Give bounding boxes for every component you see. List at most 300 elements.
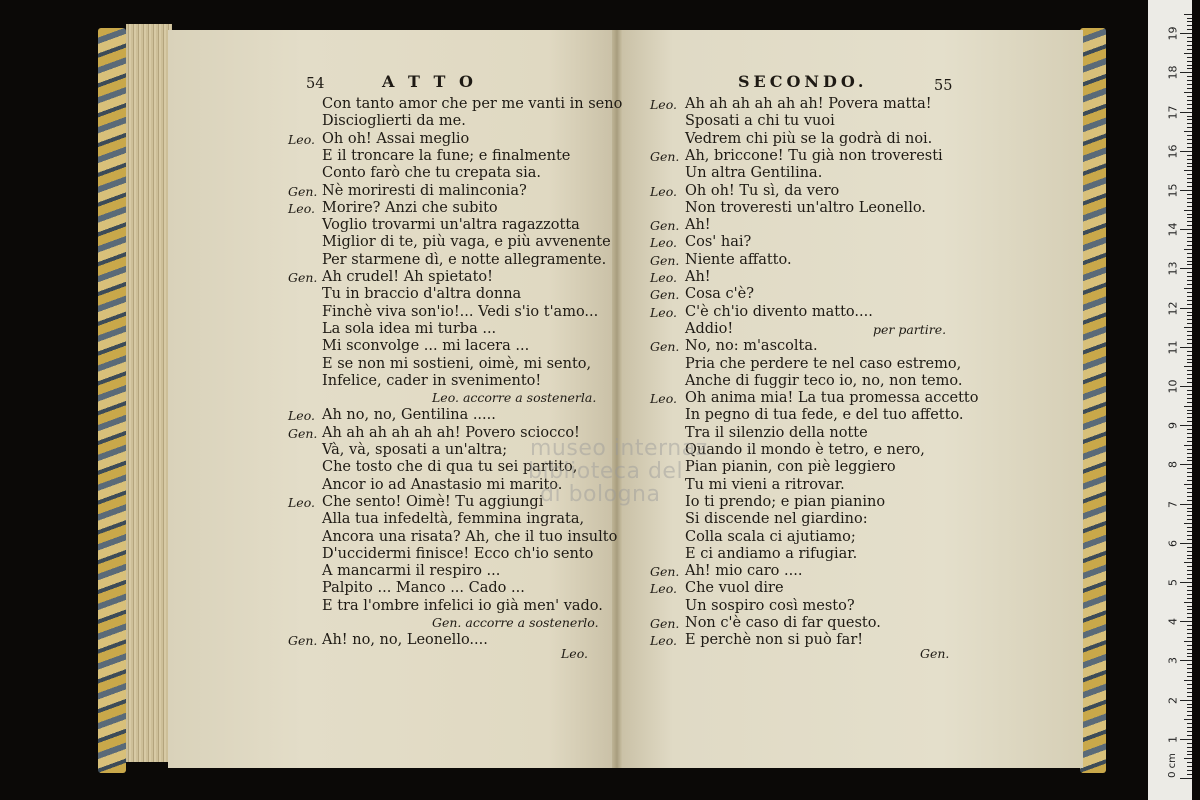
speaker-label: Leo. [650, 183, 677, 199]
ruler-tick [1187, 531, 1192, 532]
ruler-tick [1187, 80, 1192, 81]
ruler-tick [1187, 707, 1192, 708]
ruler-tick [1187, 217, 1192, 218]
verse-line: Un sospiro così mesto? [685, 597, 855, 614]
verse-line: Pria che perdere te nel caso estremo, [685, 355, 962, 372]
ruler-tick [1187, 539, 1192, 540]
ruler-tick [1187, 264, 1192, 265]
ruler-tick [1187, 359, 1192, 360]
verse-line: Con tanto amor che per me vanti in seno [322, 96, 623, 112]
verse-line: In pegno di tua fede, e del tuo affetto. [685, 407, 964, 424]
ruler-tick [1187, 284, 1192, 285]
verse-line: Oh oh! Assai meglio [322, 130, 470, 147]
ruler-tick [1187, 104, 1192, 105]
verse-line: Ah! [685, 269, 711, 285]
ruler-tick [1187, 394, 1192, 395]
ruler-tick [1184, 92, 1192, 93]
ruler-tick [1187, 492, 1192, 493]
verse-line: Ancora una risata? Ah, che il tuo insulto [322, 528, 618, 545]
ruler-tick [1187, 410, 1192, 411]
ruler-tick [1187, 76, 1192, 77]
verse-line: Si discende nel giardino: [685, 511, 868, 528]
ruler-tick [1187, 41, 1192, 42]
ruler-tick [1180, 700, 1192, 701]
ruler-tick [1187, 566, 1192, 567]
ruler-tick [1187, 578, 1192, 579]
ruler-tick [1180, 621, 1192, 622]
ruler-tick [1184, 406, 1192, 407]
verse-line: Ah no, no, Gentilina ..... [322, 407, 496, 424]
verse-line: Ah crudel! Ah spietato! [322, 269, 493, 285]
ruler-number: 4 [1166, 618, 1180, 626]
ruler-number: 12 [1166, 301, 1180, 316]
ruler-tick [1187, 108, 1192, 109]
ruler-tick [1187, 664, 1192, 665]
ruler-tick [1184, 131, 1192, 132]
ruler-tick [1180, 504, 1192, 505]
verse-line: Ah ah ah ah ah ah! Povero sciocco! [322, 424, 580, 441]
verse-line: E il troncare la fune; e finalmente [322, 147, 571, 164]
ruler-tick [1187, 37, 1192, 38]
verse-line: Pian pianin, con piè leggiero [685, 459, 896, 476]
verse-line: Cosa c'è? [685, 286, 754, 303]
ruler-tick [1187, 84, 1192, 85]
ruler-tick [1187, 762, 1192, 763]
ruler-tick [1180, 33, 1192, 34]
ruler-tick [1187, 292, 1192, 293]
ruler-tick [1187, 723, 1192, 724]
ruler-tick [1180, 72, 1192, 73]
ruler-tick [1187, 331, 1192, 332]
ruler-tick [1187, 319, 1192, 320]
verse-line: La sola idea mi turba ... [322, 320, 497, 337]
ruler-tick [1184, 484, 1192, 485]
ruler-tick [1187, 374, 1192, 375]
ruler-tick [1187, 766, 1192, 767]
verse-line: Ah! no, no, Leonello.... [322, 632, 488, 649]
ruler-tick [1187, 692, 1192, 693]
ruler-tick [1180, 660, 1192, 661]
verse-line: Conto farò che tu crepata sia. [322, 165, 542, 182]
ruler-tick [1180, 739, 1192, 740]
book-cover-right [1080, 28, 1106, 773]
ruler-tick [1187, 174, 1192, 175]
ruler-tick [1187, 747, 1192, 748]
ruler-tick [1187, 500, 1192, 501]
ruler-tick [1187, 511, 1192, 512]
ruler-tick [1187, 519, 1192, 520]
verse-line: Tu in braccio d'altra donna [322, 286, 522, 303]
ruler-tick [1180, 582, 1192, 583]
ruler-number: 16 [1166, 144, 1180, 159]
ruler-tick [1187, 688, 1192, 689]
ruler-tick [1180, 347, 1192, 348]
ruler-number: 17 [1166, 105, 1180, 120]
ruler-tick [1187, 25, 1192, 26]
ruler-number: 10 [1166, 379, 1180, 394]
ruler-unit-label: 0 cm [1166, 753, 1178, 778]
ruler-tick [1187, 476, 1192, 477]
ruler-tick [1187, 198, 1192, 199]
ruler-tick [1187, 715, 1192, 716]
ruler-tick [1187, 96, 1192, 97]
ruler-tick [1187, 323, 1192, 324]
ruler-tick [1187, 123, 1192, 124]
verse-line: Ah ah ah ah ah ah! Povera matta! [685, 96, 932, 112]
speaker-label: Gen. [288, 425, 318, 441]
verse-line: Niente affatto. [685, 251, 792, 268]
ruler-tick [1187, 676, 1192, 677]
ruler-tick [1187, 727, 1192, 728]
ruler-tick [1187, 598, 1192, 599]
ruler-tick [1187, 398, 1192, 399]
ruler-tick [1187, 155, 1192, 156]
watermark-line-1: museo internaz [530, 436, 708, 461]
ruler-tick [1187, 143, 1192, 144]
ruler-number: 6 [1166, 539, 1180, 547]
speaker-label: Gen. [650, 218, 680, 234]
ruler-tick [1187, 413, 1192, 414]
ruler-tick [1184, 170, 1192, 171]
ruler-tick [1187, 754, 1192, 755]
ruler-tick [1187, 343, 1192, 344]
ruler-tick [1187, 186, 1192, 187]
speaker-label: Leo. [288, 494, 315, 510]
ruler-tick [1187, 57, 1192, 58]
ruler-tick [1184, 445, 1192, 446]
ruler-tick [1187, 441, 1192, 442]
book-cover-left [98, 28, 126, 773]
ruler-tick [1187, 221, 1192, 222]
verse-line: Ah! [685, 217, 711, 234]
ruler-tick [1180, 386, 1192, 387]
verse-line: Che vuol dire [685, 580, 784, 597]
ruler-tick [1180, 425, 1192, 426]
ruler-tick [1187, 370, 1192, 371]
book-gutter [612, 30, 622, 768]
ruler-tick [1187, 449, 1192, 450]
ruler-tick [1187, 49, 1192, 50]
ruler-tick [1187, 355, 1192, 356]
speaker-label: Leo. [288, 131, 315, 147]
ruler-tick [1187, 656, 1192, 657]
ruler-tick [1184, 680, 1192, 681]
ruler-number: 18 [1166, 65, 1180, 80]
ruler-tick [1187, 18, 1192, 19]
ruler-tick [1187, 312, 1192, 313]
verse-line: Miglior di te, più vaga, e più avvenente [322, 234, 611, 251]
speaker-label: Leo. [650, 304, 677, 320]
ruler-tick [1184, 327, 1192, 328]
ruler-tick [1187, 351, 1192, 352]
ruler-number: 14 [1166, 222, 1180, 237]
ruler-tick [1187, 594, 1192, 595]
ruler-tick [1184, 641, 1192, 642]
watermark-line-2: biblioteca del [528, 459, 684, 484]
verse-line: Che sento! Oimè! Tu aggiungi [322, 493, 544, 510]
ruler-tick [1187, 225, 1192, 226]
speaker-label: Leo. [650, 581, 677, 597]
ruler-tick [1187, 421, 1192, 422]
speaker-label: Leo. [650, 633, 677, 649]
ruler-tick [1180, 543, 1192, 544]
ruler-tick [1187, 468, 1192, 469]
verse-line: Infelice, cader in svenimento! [322, 372, 542, 389]
ruler-number: 2 [1166, 696, 1180, 704]
speaker-label: Gen. [650, 564, 680, 580]
ruler-tick [1180, 778, 1192, 779]
ruler-tick [1187, 774, 1192, 775]
verse-line: Palpito ... Manco ... Cado ... [322, 580, 525, 597]
ruler-tick [1187, 558, 1192, 559]
ruler-tick [1187, 751, 1192, 752]
ruler-tick [1187, 496, 1192, 497]
ruler-tick [1187, 570, 1192, 571]
left-page-number: 54 [306, 76, 325, 92]
ruler-tick [1187, 433, 1192, 434]
ruler-tick [1187, 743, 1192, 744]
right-running-head: SECONDO. [738, 72, 868, 91]
ruler-tick [1187, 472, 1192, 473]
ruler-tick [1187, 261, 1192, 262]
ruler-tick [1187, 65, 1192, 66]
ruler-tick [1187, 214, 1192, 215]
verse-line: Ah, briccone! Tu già non troveresti [685, 147, 943, 164]
ruler-tick [1184, 562, 1192, 563]
verse-line: Un altra Gentilina. [685, 165, 823, 182]
ruler-tick [1187, 645, 1192, 646]
verse-line: C'è ch'io divento matto.... [685, 303, 873, 320]
ruler-tick [1180, 229, 1192, 230]
verse-line: Tu mi vieni a ritrovar. [685, 476, 845, 493]
verse-line: Discioglierti da me. [322, 113, 466, 130]
ruler-tick [1187, 417, 1192, 418]
verse-line: Per starmene dì, e notte allegramente. [322, 251, 607, 268]
ruler-tick [1187, 590, 1192, 591]
verse-line: Cos' hai? [685, 234, 752, 251]
verse-line: Sposati a chi tu vuoi [685, 113, 835, 130]
ruler-tick [1187, 555, 1192, 556]
ruler-tick [1184, 366, 1192, 367]
ruler-tick [1184, 523, 1192, 524]
page-block-edges [126, 24, 172, 762]
ruler-number: 3 [1166, 657, 1180, 665]
ruler-tick [1187, 182, 1192, 183]
ruler-tick [1184, 719, 1192, 720]
verse-line: E tra l'ombre infelici io già men' vado. [322, 597, 603, 614]
ruler-tick [1184, 210, 1192, 211]
ruler-tick [1187, 672, 1192, 673]
verse-line: E perchè non si può far! [685, 632, 864, 649]
ruler-tick [1187, 116, 1192, 117]
speaker-label: Gen. [288, 183, 318, 199]
ruler-tick [1187, 609, 1192, 610]
speaker-label: Leo. [650, 97, 677, 112]
ruler-tick [1187, 21, 1192, 22]
ruler-tick [1187, 586, 1192, 587]
ruler-tick [1184, 758, 1192, 759]
verse-line: D'uccidermi finisce! Ecco ch'io sento [322, 545, 594, 562]
speaker-label: Gen. [650, 287, 680, 303]
ruler-tick [1187, 633, 1192, 634]
verse-line: E ci andiamo a rifugiar. [685, 545, 858, 562]
ruler-tick [1187, 629, 1192, 630]
speaker-label: Gen. [650, 148, 680, 164]
ruler-number: 19 [1166, 26, 1180, 41]
verse-line: Non c'è caso di far questo. [685, 615, 881, 631]
measurement-ruler [1148, 0, 1192, 800]
ruler-number: 15 [1166, 183, 1180, 198]
ruler-tick [1187, 460, 1192, 461]
speaker-label: Leo. [650, 235, 677, 251]
ruler-tick [1187, 378, 1192, 379]
ruler-tick [1187, 480, 1192, 481]
ruler-tick [1180, 190, 1192, 191]
ruler-number: 1 [1166, 735, 1180, 743]
ruler-tick [1187, 770, 1192, 771]
ruler-tick [1184, 53, 1192, 54]
ruler-tick [1187, 437, 1192, 438]
ruler-tick [1187, 296, 1192, 297]
ruler-tick [1184, 288, 1192, 289]
ruler-tick [1187, 280, 1192, 281]
verse-line: Nè moriresti di malinconia? [322, 182, 527, 199]
ruler-tick [1187, 178, 1192, 179]
ruler-tick [1180, 464, 1192, 465]
ruler-tick [1187, 711, 1192, 712]
ruler-tick [1184, 602, 1192, 603]
verse-line: Alla tua infedeltà, femmina ingrata, [322, 511, 585, 528]
verse-line: Ah! mio caro .... [685, 563, 803, 580]
ruler-tick [1187, 127, 1192, 128]
ruler-tick [1180, 308, 1192, 309]
ruler-tick [1187, 194, 1192, 195]
speaker-label: Leo. [650, 270, 677, 285]
ruler-tick [1187, 696, 1192, 697]
speaker-label: Gen. [650, 252, 680, 268]
ruler-tick [1187, 119, 1192, 120]
ruler-tick [1187, 684, 1192, 685]
ruler-tick [1187, 362, 1192, 363]
ruler-tick [1187, 535, 1192, 536]
right-page-number: 55 [934, 78, 953, 94]
ruler-number: 8 [1166, 461, 1180, 469]
ruler-tick [1187, 245, 1192, 246]
speaker-label: Gen. [288, 633, 318, 649]
ruler-tick [1187, 29, 1192, 30]
verse-line: Tra il silenzio della notte [685, 424, 868, 441]
ruler-tick [1187, 382, 1192, 383]
speaker-label: Gen. [288, 270, 318, 285]
ruler-tick [1187, 390, 1192, 391]
ruler-tick [1187, 241, 1192, 242]
ruler-tick [1187, 704, 1192, 705]
ruler-tick [1187, 625, 1192, 626]
ruler-tick [1187, 147, 1192, 148]
ruler-tick [1187, 300, 1192, 301]
verse-line: Ancor io ad Anastasio mi marito. [322, 476, 563, 493]
ruler-tick [1187, 257, 1192, 258]
verse-line: Oh oh! Tu sì, da vero [685, 182, 840, 199]
ruler-tick [1187, 551, 1192, 552]
verse-line: A mancarmi il respiro ... [322, 563, 501, 580]
verse-line: Colla scala ci ajutiamo; [685, 528, 856, 545]
stage-direction: per partire. [873, 321, 947, 337]
ruler-tick [1187, 402, 1192, 403]
speaker-label: Leo. [650, 391, 677, 407]
ruler-tick [1187, 304, 1192, 305]
ruler-number: 5 [1166, 579, 1180, 586]
ruler-tick [1187, 206, 1192, 207]
verse-line: Che tosto che di qua tu sei partito, [322, 459, 578, 476]
ruler-number: 7 [1166, 500, 1180, 508]
watermark-line-3: di bologna [540, 482, 661, 507]
left-catchword: Leo. [561, 646, 588, 661]
ruler-tick [1187, 527, 1192, 528]
ruler-tick [1187, 606, 1192, 607]
ruler-tick [1187, 315, 1192, 316]
ruler-tick [1184, 14, 1192, 15]
ruler-tick [1187, 668, 1192, 669]
verse-line: Non troveresti un'altro Leonello. [685, 199, 926, 216]
verse-line: Mi sconvolge ... mi lacera ... [322, 338, 530, 355]
ruler-tick [1187, 617, 1192, 618]
ruler-tick [1187, 735, 1192, 736]
ruler-tick [1187, 335, 1192, 336]
speaker-label: Leo. [288, 408, 315, 424]
ruler-tick [1187, 68, 1192, 69]
speaker-label: Gen. [650, 616, 680, 631]
ruler-tick [1187, 653, 1192, 654]
ruler-tick [1187, 166, 1192, 167]
ruler-tick [1187, 574, 1192, 575]
ruler-tick [1180, 151, 1192, 152]
stage-direction: Leo. accorre a sostenerla. [432, 390, 597, 406]
ruler-tick [1187, 488, 1192, 489]
verse-line: No, no: m'ascolta. [685, 338, 818, 355]
ruler-tick [1187, 45, 1192, 46]
ruler-number: 11 [1166, 340, 1180, 355]
ruler-tick [1187, 613, 1192, 614]
ruler-tick [1187, 649, 1192, 650]
ruler-tick [1187, 135, 1192, 136]
speaker-label: Leo. [288, 200, 315, 216]
ruler-tick [1180, 268, 1192, 269]
ruler-tick [1187, 202, 1192, 203]
ruler-tick [1187, 457, 1192, 458]
ruler-tick [1187, 253, 1192, 254]
verse-line: Vedrem chi più se la godrà di noi. [685, 130, 933, 147]
verse-line: Quando il mondo è tetro, e nero, [685, 442, 925, 458]
ruler-tick [1187, 453, 1192, 454]
verse-line: Io ti prendo; e pian pianino [685, 493, 886, 510]
ruler-tick [1187, 429, 1192, 430]
ruler-number: 9 [1166, 422, 1180, 430]
ruler-tick [1184, 249, 1192, 250]
left-running-head: A T T O [382, 72, 477, 91]
verse-line: Oh anima mia! La tua promessa accetto [685, 390, 979, 407]
ruler-tick [1187, 339, 1192, 340]
ruler-tick [1187, 61, 1192, 62]
ruler-tick [1187, 272, 1192, 273]
ruler-tick [1187, 163, 1192, 164]
speaker-label: Gen. [650, 339, 680, 355]
ruler-number: 13 [1166, 261, 1180, 276]
verse-line: Và, và, sposati a un'altra; [322, 442, 508, 458]
ruler-tick [1187, 237, 1192, 238]
ruler-tick [1180, 112, 1192, 113]
ruler-tick [1187, 547, 1192, 548]
